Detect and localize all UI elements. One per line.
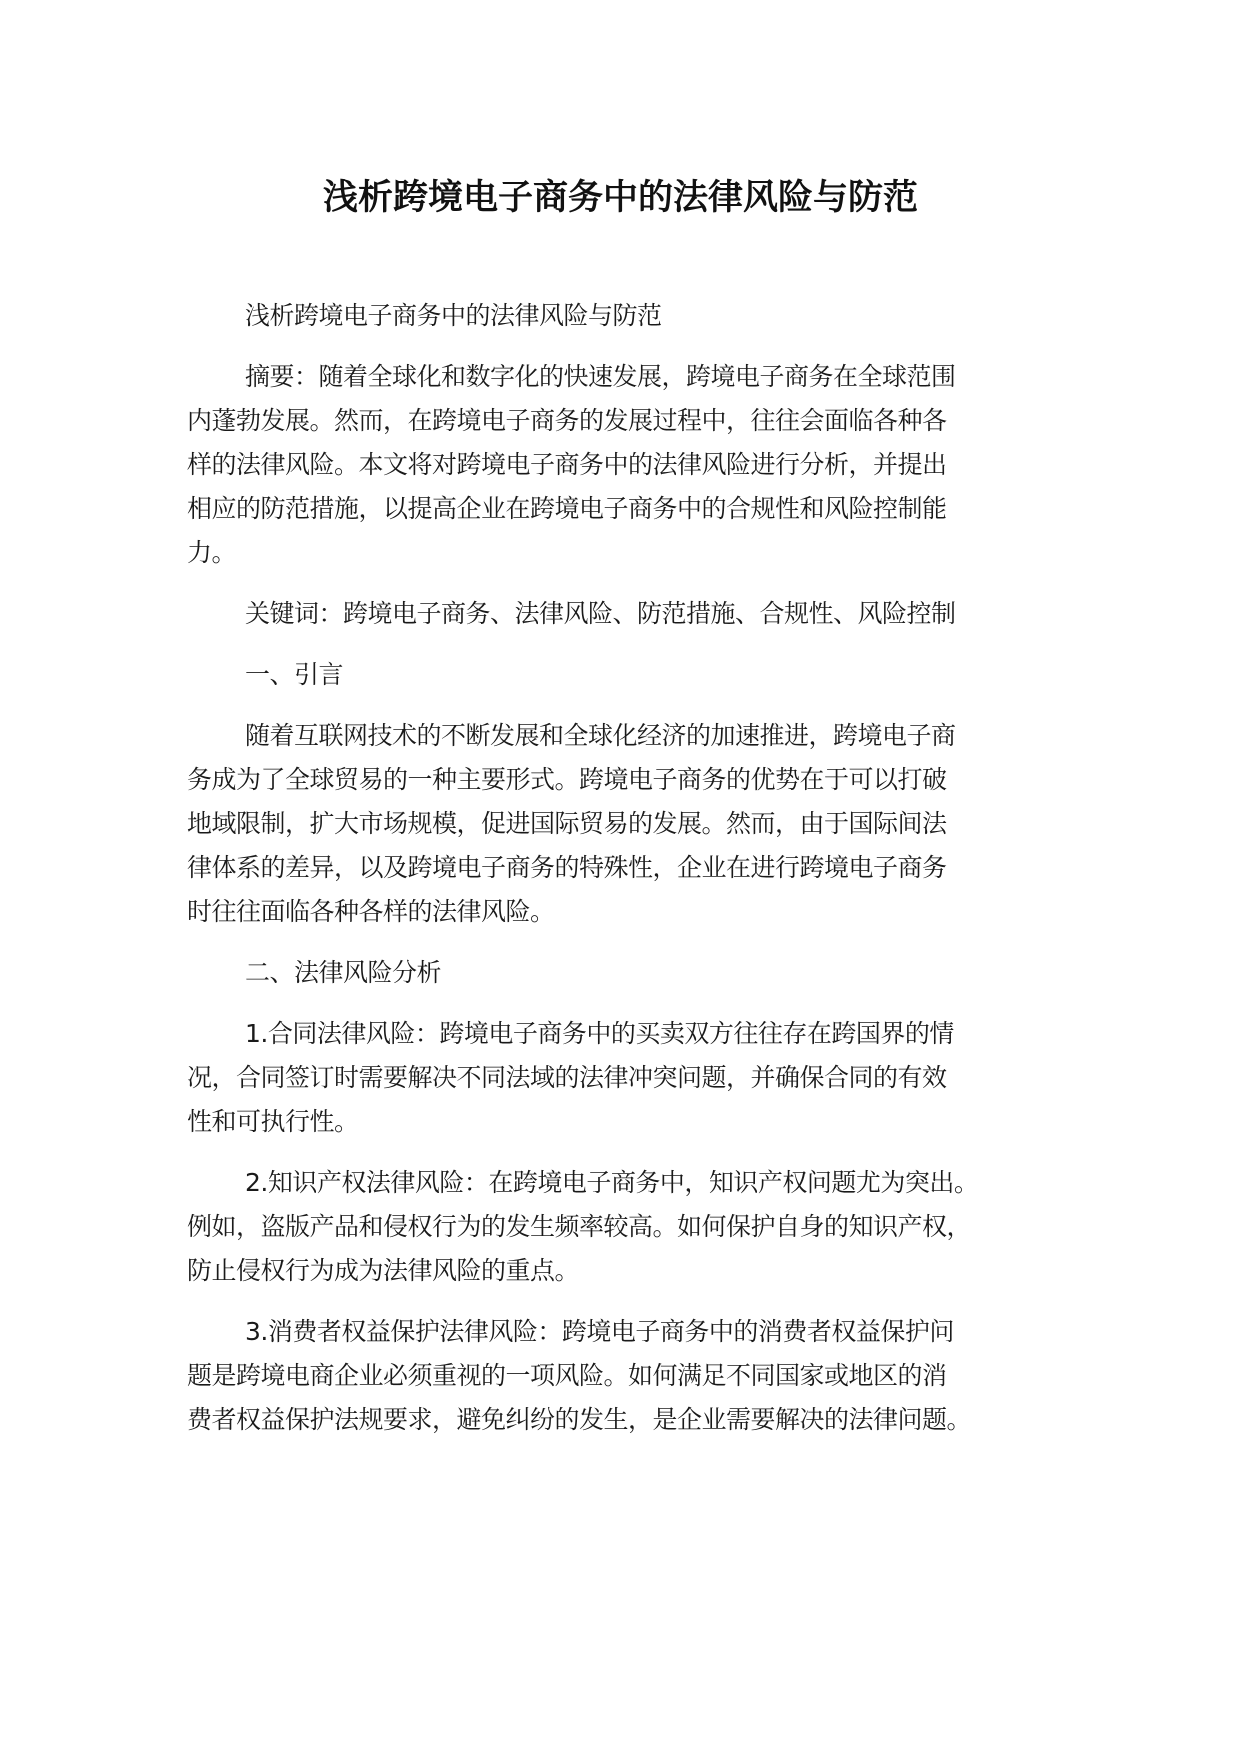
paragraph-line: 费者权益保护法规要求，避免纠纷的发生，是企业需要解决的法律问题。 [187,1405,972,1434]
page-title: 浅析跨境电子商务中的法律风险与防范 [322,178,918,218]
paragraph-line: 样的法律风险。本文将对跨境电子商务中的法律风险进行分析，并提出 [187,450,947,479]
paragraph-line: 例如，盗版产品和侵权行为的发生频率较高。如何保护自身的知识产权， [187,1212,972,1241]
paragraph-line: 关键词：跨境电子商务、法律风险、防范措施、合规性、风险控制 [245,599,956,628]
paragraph-line: 力。 [187,538,237,567]
section-heading-risk-analysis [187,951,1087,995]
keywords-paragraph [187,592,1087,636]
section-heading-introduction [187,653,1087,697]
paragraph-line: 内蓬勃发展。然而，在跨境电子商务的发展过程中，往往会面临各种各 [187,406,947,435]
paragraph-line: 性和可执行性。 [187,1107,359,1136]
paragraph-line: 地域限制，扩大市场规模，促进国际贸易的发展。然而，由于国际间法 [187,809,947,838]
paragraph-line: 随着互联网技术的不断发展和全球化经济的加速推进，跨境电子商 [245,721,956,750]
paragraph-line: 二、法律风险分析 [245,958,442,987]
paragraph-line: 摘要：随着全球化和数字化的快速发展，跨境电子商务在全球范围 [245,362,956,391]
paragraph-line: 1.合同法律风险：跨境电子商务中的买卖双方往往存在跨国界的情 [245,1019,954,1048]
consumer-risk-paragraph [187,1310,1087,1442]
paragraph-line: 相应的防范措施，以提高企业在跨境电子商务中的合规性和风险控制能 [187,494,947,523]
document-body [187,294,1087,1459]
introduction-paragraph [187,714,1087,934]
paragraph-line: 3.消费者权益保护法律风险：跨境电子商务中的消费者权益保护问 [245,1317,954,1346]
abstract-paragraph [187,355,1087,575]
paragraph-line: 防止侵权行为成为法律风险的重点。 [187,1256,580,1285]
paragraph-line: 2.知识产权法律风险：在跨境电子商务中，知识产权问题尤为突出。 [245,1168,979,1197]
paragraph-line: 律体系的差异，以及跨境电子商务的特殊性，企业在进行跨境电子商务 [187,853,947,882]
subtitle-paragraph [187,294,1087,338]
paragraph-line: 一、引言 [245,660,344,689]
paragraph-line: 况，合同签订时需要解决不同法域的法律冲突问题，并确保合同的有效 [187,1063,947,1092]
ip-risk-paragraph [187,1161,1087,1293]
paragraph-line: 务成为了全球贸易的一种主要形式。跨境电子商务的优势在于可以打破 [187,765,947,794]
paragraph-line: 时往往面临各种各样的法律风险。 [187,897,555,926]
contract-risk-paragraph [187,1012,1087,1144]
paragraph-line: 浅析跨境电子商务中的法律风险与防范 [245,301,662,330]
paragraph-line: 题是跨境电商企业必须重视的一项风险。如何满足不同国家或地区的消 [187,1361,947,1390]
